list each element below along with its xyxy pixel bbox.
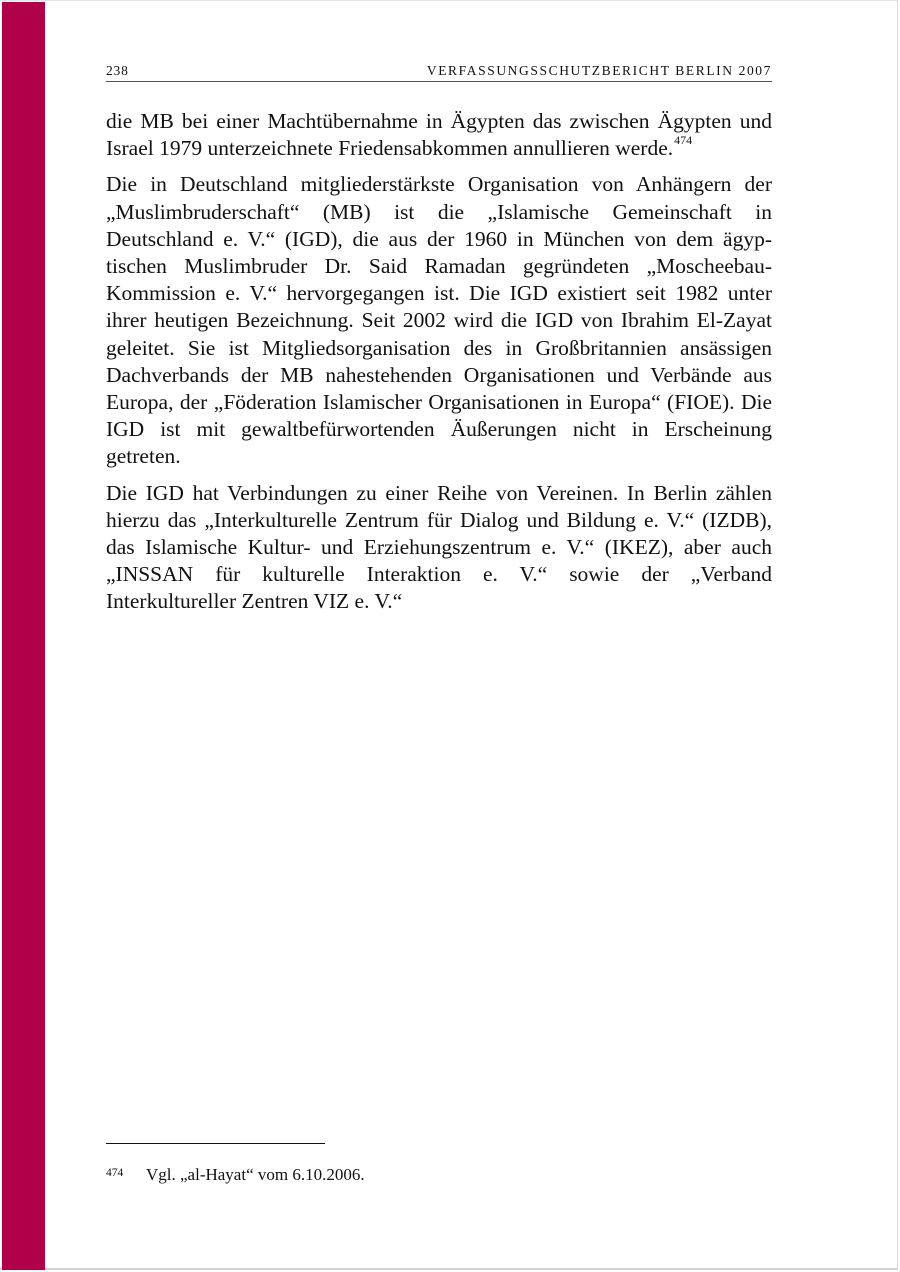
paragraph-1-text: die MB bei einer Machtübernahme in Ägypten das zwischen Ägypten und Israel 1979 unterzeichnete Friedensabkommen annullieren werde. (106, 109, 772, 161)
footnote-divider (106, 1143, 325, 1144)
running-header (106, 62, 772, 82)
footnote-reference[interactable]: 474 (674, 133, 693, 148)
footnote-474 (106, 1164, 365, 1186)
footnote-text: Vgl. „al-Hayat“ vom 6.10.2006. (146, 1165, 365, 1184)
side-color-bar (2, 2, 45, 1270)
paragraph-1 (106, 108, 772, 162)
running-title: VERFASSUNGSSCHUTZBERICHT BERLIN 2007 (426, 63, 772, 78)
paragraph-3: Die IGD hat Verbindungen zu einer Reihe von Vereinen. In Berlin zählen hierzu das „Interkulturelle Zentrum für Dialog und Bildung e. V.“ (IZDB), das Islamische Kultur- und Erziehungszentrum e. V.“ (IKEZ), aber auch „INSSAN für kulturelle Interaktion e. V.“ sowie der „Verband Interkultureller Zentren VIZ e. V.“ (106, 480, 772, 614)
body-text (106, 108, 772, 625)
footnote-number: 474 (106, 1167, 124, 1179)
paragraph-2: Die in Deutschland mitgliederstärkste Organisation von Anhängern der „Muslimbruderschaft“ (MB) ist die „Islamische Gemeinschaft in Deutschland e. V.“ (IGD), die aus der 1960 in München von dem ägyptischen Muslimbruder Dr. Said Ramadan gegründeten „Moscheebau-Kommission e. V.“ hervorgegangen ist. Die IGD existiert seit 1982 unter ihrer heutigen Bezeichnung. Seit 2002 wird die IGD von Ibrahim El-Zayat geleitet. Sie ist Mitgliedsorganisation des in Großbritannien ansässigen Dachverbands der MB nahestehenden Organisationen und Verbände aus Europa, der „Föderation Islamischer Organisationen in Europa“ (FIOE). Die IGD ist mit gewaltbefürwortenden Äußerungen nicht in Erscheinung getreten. (106, 172, 772, 469)
page-number: 238 (106, 63, 129, 78)
